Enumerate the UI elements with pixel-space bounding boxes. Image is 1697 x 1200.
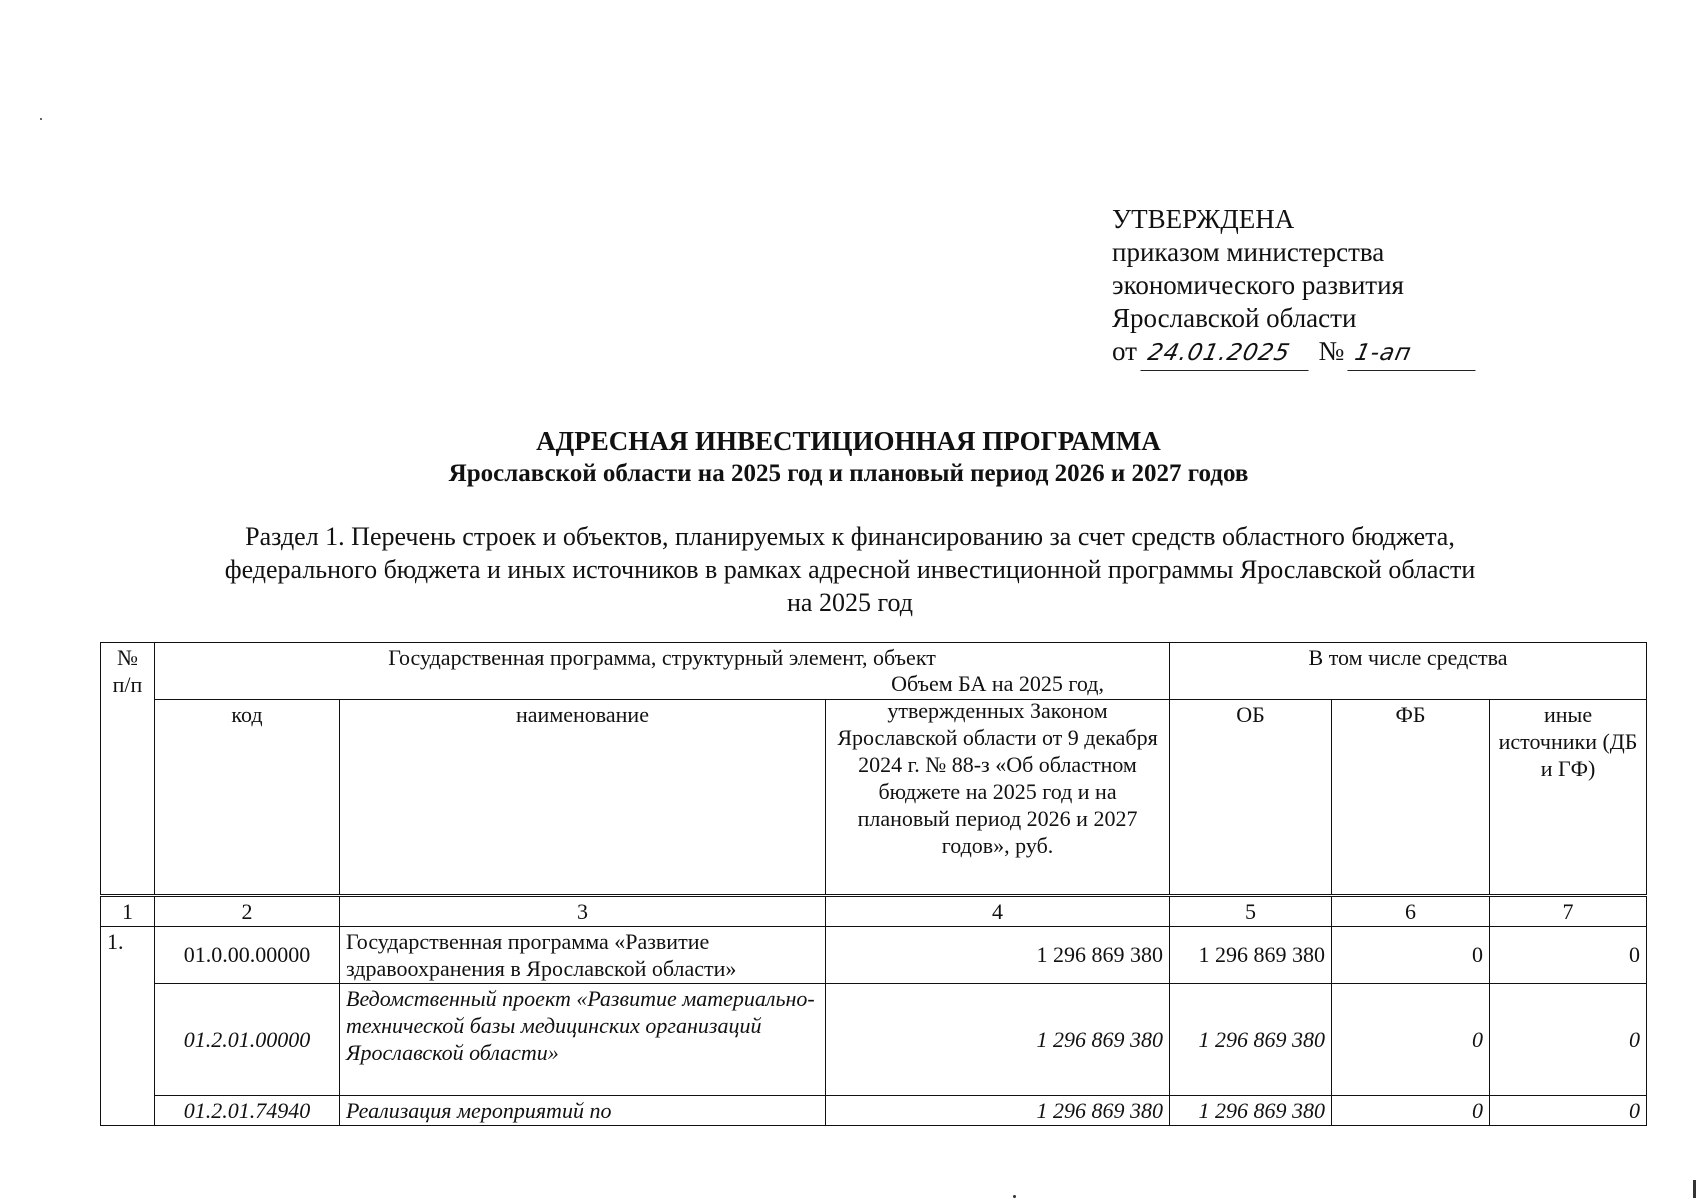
row-name: Реализация мероприятий по: [340, 1095, 826, 1125]
table-row: [101, 926, 1647, 983]
row-other: 0: [1490, 983, 1647, 1095]
header-num: [101, 643, 155, 700]
header-num-text: № п/п: [112, 645, 143, 697]
header-group-including-text: В том числе средства: [1308, 645, 1508, 670]
approval-from-label: от: [1112, 336, 1137, 366]
table-header-row-2: [101, 699, 1647, 895]
row-fb: 0: [1332, 983, 1490, 1095]
col-number-1: 1: [101, 895, 155, 926]
header-other: иные источники (ДБ и ГФ): [1490, 699, 1647, 895]
section-line-3: на 2025 год: [787, 588, 913, 617]
row-other: 0: [1490, 926, 1647, 983]
table-row: [101, 983, 1647, 1095]
row-other: 0: [1490, 1095, 1647, 1125]
row-ob: 1 296 869 380: [1170, 1095, 1332, 1125]
document-title: [0, 425, 1697, 489]
row-fb: 0: [1332, 1095, 1490, 1125]
approval-line-ministry: экономического развития: [1112, 270, 1404, 300]
row-ob: 1 296 869 380: [1170, 926, 1332, 983]
col-number-2: 2: [155, 895, 340, 926]
header-ob: ОБ: [1170, 699, 1332, 895]
approval-stamp: [1112, 203, 1479, 371]
row-name: Ведомственный проект «Развитие материально-технической базы медицинских организаций Ярославской области»: [340, 983, 826, 1095]
col-number-7: 7: [1490, 895, 1647, 926]
header-volume: Объем БА на 2025 год, утвержденных Законом Ярославской области от 9 декабря 2024 г. № 88-з «Об областном бюджете на 2025 год и на плановый период 2026 и 2027 годов», руб.: [826, 668, 1170, 864]
section-line-1: Раздел 1. Перечень строек и объектов, планируемых к финансированию за счет средств областного бюджета,: [245, 522, 1455, 551]
investment-program-table: [100, 642, 1647, 1126]
header-name: наименование: [340, 699, 826, 895]
row-volume: 1 296 869 380: [826, 983, 1170, 1095]
approval-line-region: Ярославской области: [1112, 303, 1357, 333]
row-name: Государственная программа «Развитие здравоохранения в Ярославской области»: [340, 926, 826, 983]
header-group-program-text: Государственная программа, структурный элемент, объект: [388, 645, 936, 670]
header-code: код: [155, 699, 340, 895]
approval-number-label: №: [1318, 336, 1345, 366]
col-number-4: 4: [826, 895, 1170, 926]
section-heading: [150, 520, 1550, 619]
row-code: 01.2.01.00000: [155, 983, 340, 1095]
handwritten-date: 24.01.2025: [1140, 337, 1315, 371]
title-main: АДРЕСНАЯ ИНВЕСТИЦИОННАЯ ПРОГРАММА: [536, 426, 1161, 456]
column-number-row: [101, 895, 1647, 926]
row-fb: 0: [1332, 926, 1490, 983]
scan-speck: [40, 118, 42, 120]
table-row: [101, 1095, 1647, 1125]
header-group-including: [1170, 643, 1647, 700]
row-volume: 1 296 869 380: [826, 926, 1170, 983]
scan-speck: [1013, 1195, 1016, 1198]
row-code: 01.2.01.74940: [155, 1095, 340, 1125]
title-sub: Ярославской области на 2025 год и плановый период 2026 и 2027 годов: [448, 460, 1249, 487]
approval-title: УТВЕРЖДЕНА: [1112, 204, 1295, 234]
scan-edge-mark: [1693, 1180, 1696, 1198]
row-code: 01.0.00.00000: [155, 926, 340, 983]
row-ob: 1 296 869 380: [1170, 983, 1332, 1095]
col-number-3: 3: [340, 895, 826, 926]
header-num-cont: [101, 699, 155, 895]
section-line-2: федерального бюджета и иных источников в рамках адресной инвестиционной программы Ярославской области: [224, 555, 1476, 584]
col-number-5: 5: [1170, 895, 1332, 926]
approval-date-line: [1112, 335, 1479, 371]
row-volume: 1 296 869 380: [826, 1095, 1170, 1125]
row-num: 1.: [101, 926, 155, 1125]
approval-line-order: приказом министерства: [1112, 237, 1385, 267]
col-number-6: 6: [1332, 895, 1490, 926]
handwritten-number: 1-ап: [1347, 337, 1482, 371]
header-fb: ФБ: [1332, 699, 1490, 895]
